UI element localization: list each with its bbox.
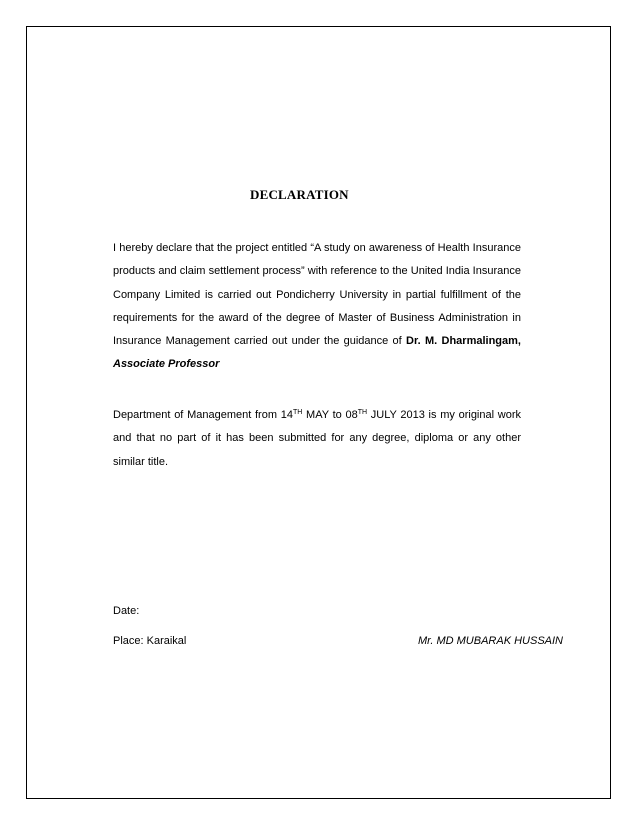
declaration-text: I hereby declare that the project entitled “A study on awareness of Health Insurance products and claim settlement process” with reference to the United India Insurance Company Limited is carried out Pondicherry University in partial fulfillment of the requirements for the award of the degree of Master of Business Administration in Insurance Management carried out under the guidance of [113,242,521,348]
superscript-th: TH [357,409,368,416]
guide-name: Dr. M. Dharmalingam, [406,335,521,348]
declaration-title: DECLARATION [250,187,349,202]
superscript-th: TH [292,409,303,416]
declaration-paragraph [113,237,521,377]
date-label: Date: [113,605,140,617]
place-label: Place: Karaikal [113,635,187,647]
department-paragraph [113,404,521,474]
department-text-c: JULY 2013 is my original work and that no part of it has been submitted for any degree, diploma or any other similar title. [113,409,522,468]
department-text-b: MAY to 08 [302,409,358,421]
department-text-a: Department of Management from 14 [113,409,293,421]
guide-title: Associate Professor [113,358,220,371]
signatory-name: Mr. MD MUBARAK HUSSAIN [417,635,563,647]
